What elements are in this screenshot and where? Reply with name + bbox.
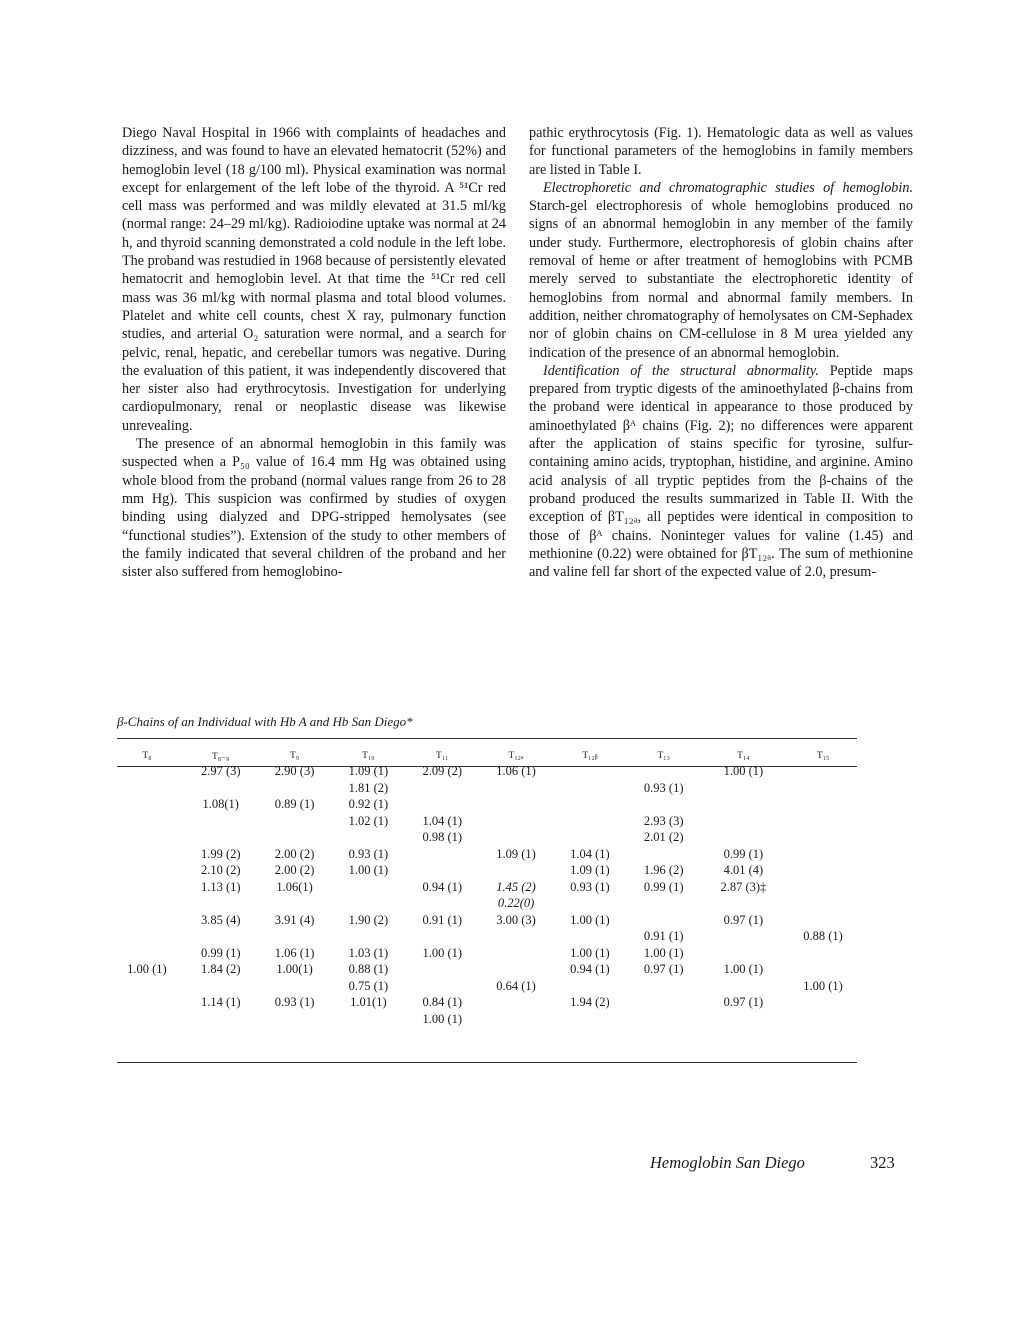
table-cell: 0.99 (1)	[643, 879, 684, 894]
table-cell: 2.90 (3)	[274, 764, 315, 778]
table-cell	[786, 913, 860, 930]
table-cell: 2.09 (2)	[422, 764, 463, 778]
table-cell	[258, 929, 332, 946]
table-cell: 0.94 (1)	[570, 962, 610, 976]
section-heading: Identification of the structural abnormality.	[543, 362, 819, 379]
table-body	[110, 764, 860, 1028]
table-cell	[479, 814, 553, 831]
table-cell	[627, 847, 701, 864]
table-cell: 2.00 (2)	[274, 846, 315, 861]
page-number: 323	[870, 1153, 895, 1172]
table-cell: 0.97 (1)	[723, 995, 764, 1009]
table-cell	[701, 1012, 786, 1029]
column-header: T₁₀	[362, 751, 375, 761]
table-cell	[627, 896, 701, 913]
table-cell: 0.93 (1)	[643, 780, 684, 795]
table-cell: 0.93 (1)	[348, 846, 389, 861]
table-cell: 0.93 (1)	[570, 879, 610, 894]
table-cell	[110, 1012, 184, 1029]
paragraph: Diego Naval Hospital in 1966 with complaints of headaches and dizziness, and was found to have an elevated hematocrit (52%) and hemoglobin level (18 g/100 ml). Physical examination was normal except for enlargement of the left lobe of the thyroid. A ⁵¹Cr red cell mass was performed and was mildly elevated at 31.5 ml/kg (normal range: 24–29 ml/kg). Radioiodine uptake was normal at 24 h, and thyroid scanning demonstrated a cold nodule in the left lobe. The proband was restudied in 1968 because of persistently elevated hematocrit and hemoglobin level. At that time the ⁵¹Cr red cell mass was 36 ml/kg with normal plasma and total blood volumes. Platelet and white cell counts, chest X ray, pulmonary function studies, and arterial O₂ saturation were normal, and a search for pelvic, renal, hepatic, and cerebellar tumors was negative. During the evaluation of this patient, it was independently discovered that her sister also had erythrocytosis. Investigation for underlying cardiopulmonary, renal or neoplastic disease was likewise unrevealing.	[122, 125, 506, 434]
table-cell	[701, 979, 786, 996]
table-cell	[786, 847, 860, 864]
table-cell: 0.94 (1)	[422, 879, 463, 894]
column-header: T₁₁	[436, 751, 449, 761]
table-cell	[110, 995, 184, 1012]
table-cell	[701, 946, 786, 963]
table-row	[110, 913, 860, 930]
table-cell	[184, 781, 258, 798]
table-cell: 3.85 (4)	[200, 912, 241, 927]
table-cell	[405, 929, 479, 946]
table-cell	[331, 1012, 405, 1029]
paragraph-body: Peptide maps prepared from tryptic digests of the aminoethylated β-chains from the proband were identical in appearance to those produced by aminoethylated βᴬ chains (Fig. 2); no differences were apparent after the application of stains specific for tyrosine, sulfur-containing amino acids, tryptophan, histidine, and arginine. Amino acid analysis of all tryptic peptides from the β-chains of the proband produced the results summarized in Table II. With the exception of βT₁₂ₐ, all peptides were identical in composition to those of βᴬ chains. Noninteger values for valine (1.45) and methionine (0.22) were obtained for βT₁₂ₐ. The sum of methionine and valine fell far short of the expected value of 2.0, presum-	[529, 362, 913, 581]
table-cell	[110, 929, 184, 946]
table-cell	[110, 797, 184, 814]
table-cell	[701, 781, 786, 798]
table-cell: 1.06(1)	[276, 879, 313, 894]
table-cell	[184, 979, 258, 996]
table-cell: 1.99 (2)	[200, 846, 241, 861]
table-cell	[786, 781, 860, 798]
table-cell: 1.00 (1)	[723, 962, 764, 976]
table-caption: β-Chains of an Individual with Hb A and Hb San Diego*	[117, 714, 413, 729]
table-cell	[184, 929, 258, 946]
table-cell	[110, 781, 184, 798]
table-cell	[258, 781, 332, 798]
table-cell	[786, 962, 860, 979]
table-cell: 1.94 (2)	[570, 995, 610, 1009]
table-row	[110, 979, 860, 996]
table-cell	[110, 764, 184, 781]
table-cell	[553, 797, 627, 814]
column-header: T₁₃	[657, 751, 670, 761]
table-cell	[258, 896, 332, 913]
table-cell	[479, 946, 553, 963]
paragraph	[529, 362, 913, 582]
table-cell	[479, 962, 553, 979]
table-cell: 0.64 (1)	[496, 978, 536, 993]
table-cell	[786, 1012, 860, 1029]
table-cell	[184, 1012, 258, 1029]
right-column	[529, 124, 913, 581]
table-cell: 1.04 (1)	[422, 813, 463, 828]
table-cell: 1.01(1)	[350, 995, 387, 1009]
table-cell	[786, 764, 860, 781]
table-cell: 0.98 (1)	[422, 830, 463, 844]
table-cell	[331, 880, 405, 897]
table-cell: 0.91 (1)	[643, 929, 684, 943]
table-cell: 1.09 (1)	[496, 846, 536, 861]
table-cell	[786, 797, 860, 814]
table-cell: 0.99 (1)	[723, 846, 764, 861]
table-cell: 0.99 (1)	[200, 945, 241, 960]
table-cell	[627, 764, 701, 781]
table-cell: 2.00 (2)	[274, 863, 315, 877]
table-cell: 1.08(1)	[202, 797, 239, 811]
table-cell	[479, 797, 553, 814]
table-top-rule	[117, 738, 857, 739]
table-cell: 1.04 (1)	[570, 846, 610, 861]
table-row	[110, 863, 860, 880]
table-cell	[786, 863, 860, 880]
left-column	[122, 124, 506, 581]
amino-acid-table	[110, 748, 860, 1028]
table-cell: 1.45 (2)	[496, 879, 536, 894]
table-cell	[553, 896, 627, 913]
table-cell: 0.88 (1)	[803, 929, 843, 943]
table-cell: 2.87 (3)‡	[720, 879, 767, 894]
table-cell	[701, 814, 786, 831]
table-cell: 1.06 (1)	[274, 945, 315, 960]
table-cell: 0.22(0)	[497, 896, 535, 910]
table-header-row	[110, 748, 860, 764]
table-cell	[553, 781, 627, 798]
column-header: T₁₂ₐ	[508, 751, 524, 761]
table-row	[110, 962, 860, 979]
table-cell	[701, 896, 786, 913]
table-cell	[110, 830, 184, 847]
table-cell	[258, 830, 332, 847]
table-cell: 1.84 (2)	[200, 962, 241, 976]
table-cell	[110, 863, 184, 880]
column-header: T₁₄	[737, 751, 750, 761]
table-cell: 0.88 (1)	[348, 962, 389, 976]
table-cell	[553, 979, 627, 996]
table-cell: 1.00 (1)	[570, 912, 610, 927]
table-cell: 1.14 (1)	[200, 995, 241, 1009]
table-cell	[627, 995, 701, 1012]
table-cell: 1.02 (1)	[348, 813, 389, 828]
table-cell	[553, 814, 627, 831]
table-row	[110, 814, 860, 831]
table-cell: 3.00 (3)	[496, 912, 536, 927]
column-header: T₈₋₉	[212, 751, 230, 762]
table-row	[110, 1012, 860, 1029]
table-cell	[553, 830, 627, 847]
table-cell	[110, 913, 184, 930]
table-cell	[479, 863, 553, 880]
table-row	[110, 764, 860, 781]
table-row	[110, 880, 860, 897]
table-cell: 1.13 (1)	[200, 879, 241, 894]
table-cell	[786, 814, 860, 831]
table-cell	[479, 929, 553, 946]
table-row	[110, 830, 860, 847]
table-bottom-rule	[117, 1062, 857, 1063]
table-cell	[627, 797, 701, 814]
table-cell	[701, 797, 786, 814]
table-cell	[331, 896, 405, 913]
table-cell	[405, 896, 479, 913]
table-cell	[110, 979, 184, 996]
table-cell	[405, 962, 479, 979]
column-header: T₉	[290, 751, 300, 761]
table-cell	[110, 814, 184, 831]
paragraph: pathic erythrocytosis (Fig. 1). Hematologic data as well as values for functional parameters of the hemoglobins in family members are listed in Table I.	[529, 125, 913, 178]
table-cell: 0.97 (1)	[643, 962, 684, 976]
table-cell	[553, 764, 627, 781]
column-header: T₁₅	[816, 751, 830, 761]
table-row	[110, 781, 860, 798]
table-cell: 0.97 (1)	[723, 912, 764, 927]
column-header: T₁₂ᵦ	[582, 751, 598, 761]
paragraph-body: Starch-gel electrophoresis of whole hemoglobins produced no signs of an abnormal hemoglobin in any member of the family under study. Furthermore, electrophoresis of globin chains after removal of heme or after treatment of hemoglobins with PCMB merely served to substantiate the electrophoretic identity of hemoglobins from normal and abnormal family members. In addition, neither chromatography of hemolysates on CM-Sephadex nor of globin chains on CM-cellulose in 8 M urea yielded any indication of the presence of an abnormal hemoglobin.	[529, 198, 913, 361]
table-cell	[786, 830, 860, 847]
table-cell: 2.97 (3)	[200, 764, 241, 778]
table-cell	[701, 830, 786, 847]
table-row	[110, 929, 860, 946]
table-cell	[184, 814, 258, 831]
table-cell	[627, 913, 701, 930]
table-cell: 1.00 (1)	[570, 945, 610, 960]
table-cell	[786, 995, 860, 1012]
table-cell: 4.01 (4)	[723, 863, 764, 877]
table-cell: 1.90 (2)	[348, 912, 389, 927]
table-cell: 0.93 (1)	[274, 995, 315, 1009]
table-row	[110, 797, 860, 814]
table-cell: 0.89 (1)	[274, 797, 315, 811]
table-row	[110, 995, 860, 1012]
table-cell	[110, 847, 184, 864]
table-cell	[405, 863, 479, 880]
table-row	[110, 896, 860, 913]
section-heading: Electrophoretic and chromatographic studies of hemoglobin.	[543, 179, 913, 196]
table-cell: 1.00 (1)	[723, 764, 764, 778]
paragraph	[529, 179, 913, 362]
table-cell	[786, 896, 860, 913]
column-header: T₈	[142, 751, 152, 761]
running-title: Hemoglobin San Diego	[650, 1153, 805, 1172]
table-cell: 1.00 (1)	[803, 978, 843, 993]
table-cell: 1.00 (1)	[643, 945, 684, 960]
table-cell: 1.00 (1)	[422, 945, 463, 960]
paragraph: The presence of an abnormal hemoglobin in this family was suspected when a P₅₀ value of 16.4 mm Hg was obtained using whole blood from the proband (normal values range from 26 to 28 mm Hg). This suspicion was confirmed by studies of oxygen binding using dialyzed and DPG-stripped hemolysates (see “functional studies”). Extension of the study to other members of the family indicated that several children of the proband and her sister also suffered from hemoglobino-	[122, 436, 506, 581]
table-cell	[701, 929, 786, 946]
table-cell: 1.09 (1)	[348, 764, 389, 778]
table-cell: 1.06 (1)	[496, 764, 536, 778]
table-cell	[184, 896, 258, 913]
table-cell	[184, 830, 258, 847]
table-cell: 2.10 (2)	[200, 863, 241, 877]
table-cell	[405, 979, 479, 996]
table-cell: 1.03 (1)	[348, 945, 389, 960]
table-cell	[553, 1012, 627, 1029]
table-cell	[786, 946, 860, 963]
table-cell	[331, 929, 405, 946]
table-cell	[405, 847, 479, 864]
table-cell	[553, 929, 627, 946]
table-cell	[627, 979, 701, 996]
table-cell: 1.00 (1)	[348, 863, 389, 877]
table-cell: 0.84 (1)	[422, 995, 463, 1009]
table-cell	[258, 1012, 332, 1029]
table-cell	[479, 830, 553, 847]
table-cell	[786, 880, 860, 897]
table-cell: 1.81 (2)	[348, 780, 389, 795]
table-cell	[405, 797, 479, 814]
table-cell	[258, 979, 332, 996]
table-cell: 2.01 (2)	[643, 830, 684, 844]
table-cell: 0.75 (1)	[348, 978, 389, 993]
table-cell	[479, 781, 553, 798]
table-cell	[479, 995, 553, 1012]
table-cell: 1.09 (1)	[570, 863, 610, 877]
table-row	[110, 847, 860, 864]
table-cell: 0.91 (1)	[422, 912, 463, 927]
table-cell: 2.93 (3)	[643, 813, 684, 828]
table-row	[110, 946, 860, 963]
table-cell: 0.92 (1)	[348, 797, 389, 811]
table-cell	[479, 1012, 553, 1029]
table-cell	[627, 1012, 701, 1029]
table-cell	[258, 814, 332, 831]
table-cell	[331, 830, 405, 847]
table-cell	[110, 896, 184, 913]
table-cell: 1.96 (2)	[643, 863, 684, 877]
table-cell	[110, 880, 184, 897]
table-cell: 1.00(1)	[276, 962, 313, 976]
table-cell: 1.00 (1)	[127, 962, 167, 976]
table-cell	[110, 946, 184, 963]
table-cell	[405, 781, 479, 798]
table-cell: 1.00 (1)	[422, 1011, 463, 1026]
table-cell: 3.91 (4)	[274, 912, 315, 927]
